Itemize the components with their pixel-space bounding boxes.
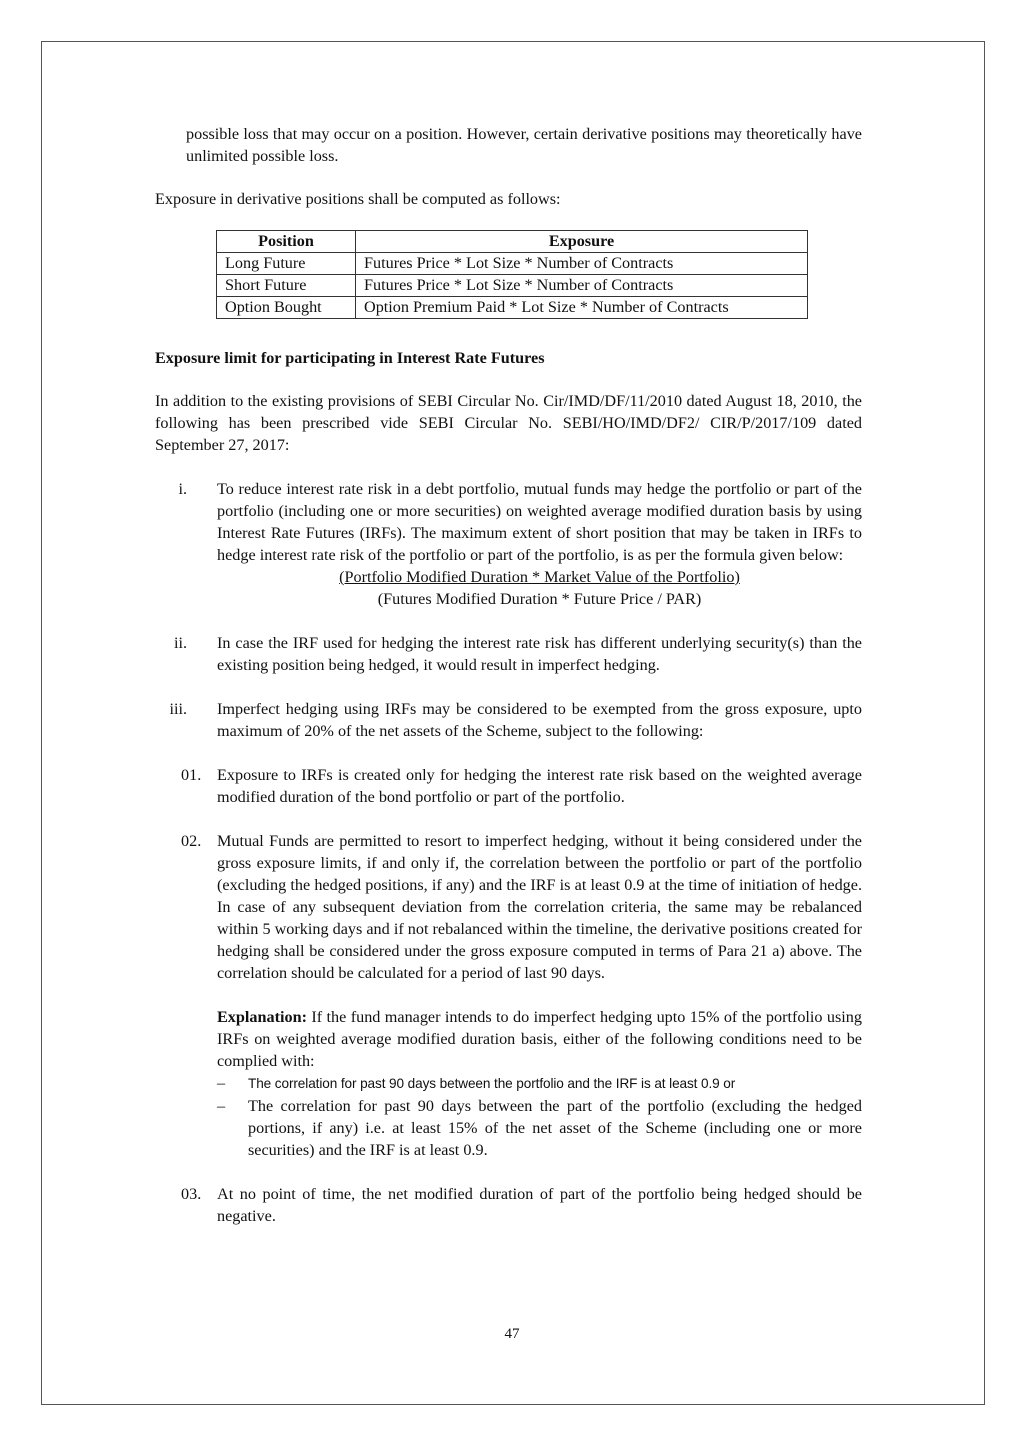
sub-item-02 bbox=[155, 830, 862, 984]
sub-item-01 bbox=[155, 764, 862, 808]
table-header-exposure: Exposure bbox=[356, 231, 808, 253]
table-cell-exposure: Futures Price * Lot Size * Number of Contracts bbox=[356, 275, 808, 297]
table-row bbox=[217, 275, 808, 297]
document-body bbox=[155, 123, 862, 1227]
condition-item bbox=[217, 1095, 862, 1161]
sub-item-number: 01. bbox=[181, 766, 202, 784]
sub-item-text: At no point of time, the net modified duration of part of the portfolio being hedged should be negative. bbox=[217, 1185, 862, 1225]
list-item-text: To reduce interest rate risk in a debt portfolio, mutual funds may hedge the portfolio or part of the portfolio (including one or more securities) on weighted average modified duration basis by using Interest Rate Futures (IRFs). The maximum extent of short position that may be taken in IRFs to hedge interest rate risk of the portfolio or part of the portfolio, is as per the formula given below: bbox=[217, 480, 862, 564]
hedge-formula bbox=[217, 566, 862, 610]
list-item-ii bbox=[155, 632, 862, 676]
formula-numerator: (Portfolio Modified Duration * Market Value of the Portfolio) bbox=[339, 568, 740, 586]
exposure-lead-text: Exposure in derivative positions shall be computed as follows: bbox=[155, 190, 561, 208]
condition-text: The correlation for past 90 days between the portfolio and the IRF is at least 0.9 or bbox=[248, 1076, 736, 1091]
list-item-iii bbox=[155, 698, 862, 742]
list-item-i bbox=[155, 478, 862, 610]
sub-item-number: 02. bbox=[181, 832, 202, 850]
section-heading: Exposure limit for participating in Interest Rate Futures bbox=[155, 349, 545, 367]
sub-item-text: Exposure to IRFs is created only for hedging the interest rate risk based on the weighted average modified duration of the bond portfolio or part of the portfolio. bbox=[217, 766, 862, 806]
table-row bbox=[217, 253, 808, 275]
list-item-number: i. bbox=[178, 480, 187, 498]
continued-paragraph: possible loss that may occur on a position. However, certain derivative positions may theoretically have unlimited possible loss. bbox=[186, 125, 862, 165]
table-cell-position: Long Future bbox=[217, 253, 356, 275]
explanation-text: If the fund manager intends to do imperfect hedging upto 15% of the portfolio using IRFs on weighted average modified duration basis, either of the following conditions need to be complied with: bbox=[217, 1008, 862, 1070]
table-cell-exposure: Futures Price * Lot Size * Number of Contracts bbox=[356, 253, 808, 275]
explanation-label: Explanation: bbox=[217, 1008, 307, 1026]
section-paragraph: In addition to the existing provisions of SEBI Circular No. Cir/IMD/DF/11/2010 dated August 18, 2010, the following has been prescribed vide SEBI Circular No. SEBI/HO/IMD/DF2/ CIR/P/2017/109 dated September 27, 2017: bbox=[155, 392, 862, 454]
sub-item-text: Mutual Funds are permitted to resort to imperfect hedging, without it being considered under the gross exposure limits, if and only if, the correlation between the portfolio or part of the portfolio (excluding the hedged positions, if any) and the IRF is at least 0.9 at the time of initiation of hedge. In case of any subsequent deviation from the correlation criteria, the same may be rebalanced within 5 working days and if not rebalanced within the timeline, the derivative positions created for hedging shall be considered under the gross exposure computed in terms of Para 21 a) above. The correlation should be calculated for a period of last 90 days. bbox=[217, 832, 862, 982]
condition-list bbox=[155, 1072, 862, 1161]
formula-denominator: (Futures Modified Duration * Future Price / PAR) bbox=[377, 590, 702, 608]
list-item-text: In case the IRF used for hedging the interest rate risk has different underlying security(s) than the existing position being hedged, it would result in imperfect hedging. bbox=[217, 634, 862, 674]
list-item-number: ii. bbox=[173, 634, 187, 652]
sub-item-number: 03. bbox=[181, 1185, 202, 1203]
exposure-table-wrapper bbox=[216, 230, 862, 319]
sub-item-03 bbox=[155, 1183, 862, 1227]
table-header-position: Position bbox=[217, 231, 356, 253]
explanation-block bbox=[155, 1006, 862, 1072]
exposure-table bbox=[216, 230, 808, 319]
table-cell-position: Short Future bbox=[217, 275, 356, 297]
dash-bullet: – bbox=[217, 1097, 226, 1115]
condition-text: The correlation for past 90 days between the part of the portfolio (excluding the hedged portions, if any) i.e. at least 15% of the net asset of the Scheme (including one or more securities) and the IRF is at least 0.9. bbox=[248, 1097, 862, 1159]
table-header-row bbox=[217, 231, 808, 253]
condition-item bbox=[217, 1072, 862, 1095]
table-row bbox=[217, 297, 808, 319]
list-item-number: iii. bbox=[169, 700, 187, 718]
table-cell-position: Option Bought bbox=[217, 297, 356, 319]
list-item-text: Imperfect hedging using IRFs may be considered to be exempted from the gross exposure, upto maximum of 20% of the net assets of the Scheme, subject to the following: bbox=[217, 700, 862, 740]
page-number: 47 bbox=[504, 1326, 520, 1342]
dash-bullet: – bbox=[217, 1074, 226, 1092]
table-cell-exposure: Option Premium Paid * Lot Size * Number of Contracts bbox=[356, 297, 808, 319]
